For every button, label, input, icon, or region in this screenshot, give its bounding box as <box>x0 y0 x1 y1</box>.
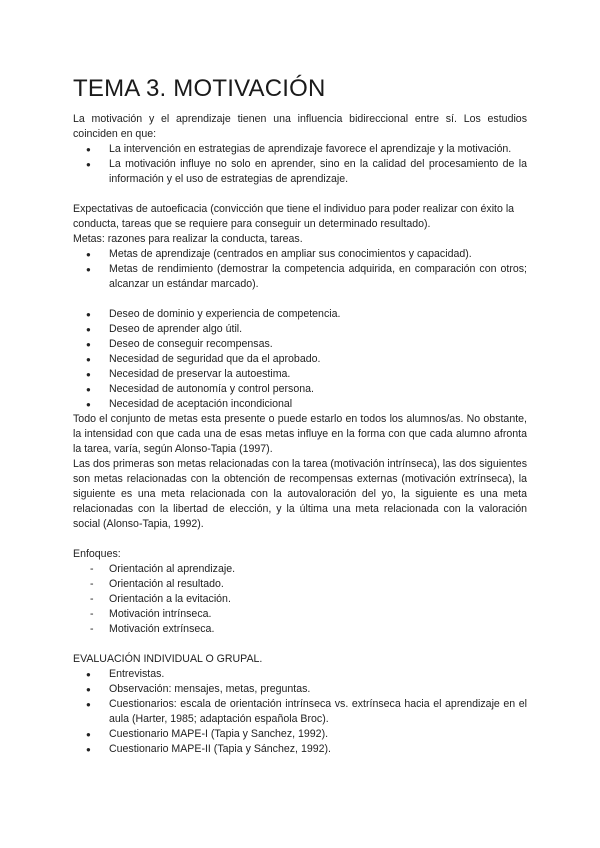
list-item: ● La motivación influye no solo en aprender, sino en la calidad del procesamiento de la información y el uso de estrategias de aprendizaje. <box>73 157 527 187</box>
deseos-list <box>73 307 527 412</box>
list-item: ● Metas de aprendizaje (centrados en ampliar sus conocimientos y capacidad). <box>73 247 527 262</box>
list-item: ● Cuestionario MAPE-II (Tapia y Sánchez, 1992). <box>73 742 527 757</box>
list-item: ● Cuestionario MAPE-I (Tapia y Sanchez, 1992). <box>73 727 527 742</box>
list-item: - Orientación a la evitación. <box>73 592 527 607</box>
list-item: ● Necesidad de seguridad que da el aprobado. <box>73 352 527 367</box>
autoeficacia-paragraph: Expectativas de autoeficacia (convicción que tiene el individuo para poder realizar con éxito la conducta, tareas que se requiere para conseguir un determinado resultado). <box>73 203 515 230</box>
list-item: - Orientación al resultado. <box>73 577 527 592</box>
list-item: ● Deseo de dominio y experiencia de competencia. <box>73 307 527 322</box>
list-item: ● Necesidad de preservar la autoestima. <box>73 367 527 382</box>
primeras-paragraph: Las dos primeras son metas relacionadas con la tarea (motivación intrínseca), las dos siguientes son metas relacionadas con la obtención de recompensas externas (motivación extrínseca), la siguiente es una meta relacionada con la autovaloración del yo, la siguiente es una meta relacionadas con la libertad de elección, y la última una meta relacionada con la valoración social (Alonso-Tapia, 1992). <box>73 458 527 530</box>
metas-paragraph: Metas: razones para realizar la conducta, tareas. <box>73 233 303 245</box>
list-item: - Motivación extrínseca. <box>73 622 527 637</box>
list-item: ● Cuestionarios: escala de orientación intrínseca vs. extrínseca hacia el aprendizaje en el aula (Harter, 1985; adaptación española Broc). <box>73 697 527 727</box>
list-item: ● Necesidad de aceptación incondicional <box>73 397 527 412</box>
intro-paragraph: La motivación y el aprendizaje tienen una influencia bidireccional entre sí. Los estudios coinciden en que: <box>73 113 527 140</box>
list-item: ● Deseo de conseguir recompensas. <box>73 337 527 352</box>
list-item: - Orientación al aprendizaje. <box>73 562 527 577</box>
intro-list <box>73 142 527 187</box>
evaluacion-list <box>73 667 527 757</box>
page-title: TEMA 3. MOTIVACIÓN <box>73 75 326 102</box>
list-item: ● Metas de rendimiento (demostrar la competencia adquirida, en comparación con otros; alcanzar un estándar marcado). <box>73 262 527 292</box>
metas-list <box>73 247 527 292</box>
list-item: ● Entrevistas. <box>73 667 527 682</box>
list-item: ● La intervención en estrategias de aprendizaje favorece el aprendizaje y la motivación. <box>73 142 527 157</box>
list-item: ● Deseo de aprender algo útil. <box>73 322 527 337</box>
evaluacion-heading: EVALUACIÓN INDIVIDUAL O GRUPAL. <box>73 653 263 665</box>
enfoques-list <box>73 562 527 637</box>
list-item: ● Observación: mensajes, metas, preguntas. <box>73 682 527 697</box>
list-item: - Motivación intrínseca. <box>73 607 527 622</box>
conjunto-paragraph: Todo el conjunto de metas esta presente o puede estarlo en todos los alumnos/as. No obstante, la intensidad con que cada una de esas metas influye en la forma con que cada alumno afronta la tarea, varía, según Alonso-Tapia (1997). <box>73 413 527 455</box>
enfoques-heading: Enfoques: <box>73 548 121 560</box>
list-item: ● Necesidad de autonomía y control persona. <box>73 382 527 397</box>
